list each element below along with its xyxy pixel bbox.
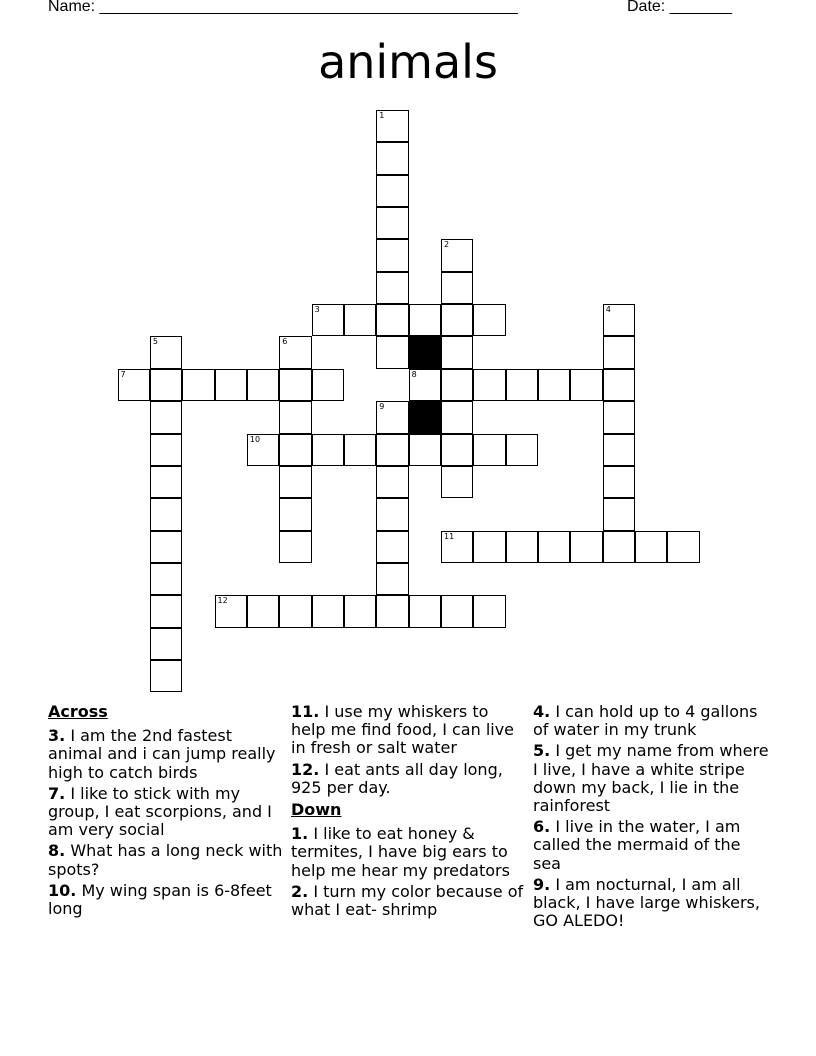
- grid-cell[interactable]: [441, 272, 473, 304]
- grid-cell[interactable]: [409, 369, 441, 401]
- date-field-label: Date: _______: [627, 0, 732, 15]
- grid-cell[interactable]: [441, 336, 473, 368]
- grid-cell[interactable]: [150, 369, 182, 401]
- grid-cell[interactable]: [603, 531, 635, 563]
- grid-cell[interactable]: [603, 434, 635, 466]
- grid-cell[interactable]: [376, 142, 408, 174]
- grid-cell[interactable]: [473, 531, 505, 563]
- cell-number: 6: [282, 337, 288, 347]
- down-clue-1: [291, 825, 527, 880]
- clue-number: 12.: [291, 759, 320, 779]
- grid-cell[interactable]: [473, 595, 505, 627]
- across-clue-10: [48, 882, 284, 918]
- grid-cell[interactable]: [603, 369, 635, 401]
- cell-number: 12: [217, 596, 228, 606]
- clue-number: 3.: [48, 726, 66, 746]
- grid-cell[interactable]: [279, 595, 311, 627]
- grid-cell[interactable]: [441, 434, 473, 466]
- down-clue-9: [533, 876, 769, 931]
- name-field-label: Name: _______________________________________________: [48, 0, 518, 15]
- clue-text: I can hold up to 4 gallons of water in my trunk: [533, 702, 758, 740]
- grid-cell[interactable]: [409, 434, 441, 466]
- clue-number: 1.: [291, 824, 309, 844]
- grid-cell[interactable]: [182, 369, 214, 401]
- grid-cell[interactable]: [473, 369, 505, 401]
- grid-cell[interactable]: [150, 466, 182, 498]
- clue-number: 6.: [533, 817, 551, 837]
- grid-cell[interactable]: [538, 531, 570, 563]
- clue-text: I am the 2nd fastest animal and i can jump really high to catch birds: [48, 726, 276, 782]
- cell-number: 7: [120, 369, 126, 379]
- clue-number: 8.: [48, 841, 66, 861]
- grid-cell[interactable]: [247, 434, 279, 466]
- grid-cell[interactable]: [279, 531, 311, 563]
- grid-cell[interactable]: [376, 434, 408, 466]
- clue-number: 4.: [533, 702, 551, 721]
- grid-cell[interactable]: [603, 304, 635, 336]
- cell-number: 8: [411, 369, 417, 379]
- grid-cell[interactable]: [376, 272, 408, 304]
- grid-cell[interactable]: [506, 531, 538, 563]
- grid-cell[interactable]: [279, 434, 311, 466]
- grid-cell[interactable]: [150, 531, 182, 563]
- cell-number: 5: [152, 337, 158, 347]
- grid-cell[interactable]: [279, 498, 311, 530]
- clue-number: 5.: [533, 741, 551, 761]
- grid-cell[interactable]: [441, 401, 473, 433]
- cell-number: 3: [314, 305, 320, 315]
- puzzle-title: animals: [318, 35, 498, 89]
- grid-cell[interactable]: [376, 175, 408, 207]
- across-clue-7: [48, 785, 284, 840]
- grid-cell[interactable]: [312, 369, 344, 401]
- grid-cell[interactable]: [150, 660, 182, 692]
- grid-cell[interactable]: [603, 498, 635, 530]
- clue-number: 9.: [533, 874, 551, 894]
- clue-text: I use my whiskers to help me find food, I can live in fresh or salt water: [291, 702, 515, 758]
- grid-cell[interactable]: [635, 531, 667, 563]
- grid-cell[interactable]: [150, 628, 182, 660]
- grid-cell[interactable]: [376, 304, 408, 336]
- across-clue-12: [291, 761, 527, 797]
- grid-cell[interactable]: [312, 434, 344, 466]
- grid-cell[interactable]: [473, 434, 505, 466]
- clue-number: 11.: [291, 702, 320, 721]
- grid-cell[interactable]: [603, 466, 635, 498]
- grid-cell[interactable]: [312, 304, 344, 336]
- grid-cell[interactable]: [376, 563, 408, 595]
- grid-cell[interactable]: [279, 369, 311, 401]
- down-clue-2: [291, 883, 527, 919]
- grid-cell[interactable]: [441, 304, 473, 336]
- clues-column-2: [291, 703, 527, 922]
- grid-cell[interactable]: [150, 336, 182, 368]
- grid-cell[interactable]: [376, 498, 408, 530]
- clue-number: 7.: [48, 783, 66, 803]
- grid-cell[interactable]: [441, 369, 473, 401]
- grid-cell[interactable]: [344, 434, 376, 466]
- clues-column-3: [533, 703, 769, 933]
- grid-cell[interactable]: [603, 401, 635, 433]
- across-clue-8: [48, 842, 284, 878]
- grid-cell[interactable]: [538, 369, 570, 401]
- grid-cell[interactable]: [376, 110, 408, 142]
- clue-text: What has a long neck with spots?: [48, 841, 283, 879]
- grid-cell[interactable]: [279, 466, 311, 498]
- cell-number: 10: [249, 434, 261, 444]
- grid-cell[interactable]: [150, 401, 182, 433]
- across-clue-11: [291, 703, 527, 758]
- grid-cell[interactable]: [409, 304, 441, 336]
- grid-cell[interactable]: [506, 434, 538, 466]
- grid-cell[interactable]: [312, 595, 344, 627]
- grid-cell[interactable]: [279, 336, 311, 368]
- grid-cell[interactable]: [344, 304, 376, 336]
- down-clue-6: [533, 818, 769, 873]
- cell-number: 2: [444, 240, 450, 250]
- grid-cell[interactable]: [376, 207, 408, 239]
- clue-text: I eat ants all day long, 925 per day.: [291, 759, 503, 797]
- grid-cell[interactable]: [473, 304, 505, 336]
- clue-text: I like to stick with my group, I eat scorpions, and I am very social: [48, 783, 272, 840]
- black-square: [409, 401, 441, 433]
- grid-cell[interactable]: [376, 595, 408, 627]
- cell-number: 9: [379, 402, 385, 412]
- grid-cell[interactable]: [376, 401, 408, 433]
- down-clue-5: [533, 742, 769, 815]
- down-clue-4: [533, 703, 769, 739]
- grid-cell[interactable]: [603, 336, 635, 368]
- grid-cell[interactable]: [376, 466, 408, 498]
- grid-cell[interactable]: [150, 563, 182, 595]
- cell-number: 4: [605, 305, 611, 315]
- grid-cell[interactable]: [150, 595, 182, 627]
- black-square: [409, 336, 441, 368]
- down-heading: Down: [291, 800, 342, 820]
- grid-cell[interactable]: [215, 369, 247, 401]
- grid-cell[interactable]: [215, 595, 247, 627]
- clues-column-1: [48, 703, 284, 921]
- across-heading: Across: [48, 702, 108, 721]
- clue-text: I turn my color because of what I eat- shrimp: [291, 881, 524, 920]
- cell-number: 1: [379, 111, 385, 120]
- grid-cell[interactable]: [506, 369, 538, 401]
- clue-number: 2.: [291, 881, 309, 901]
- grid-cell[interactable]: [441, 239, 473, 271]
- grid-cell[interactable]: [570, 369, 602, 401]
- across-clue-3: [48, 727, 284, 782]
- grid-cell[interactable]: [667, 531, 699, 563]
- grid-cell[interactable]: [279, 401, 311, 433]
- clue-text: I get my name from where I live, I have a white stripe down my back, I lie in the rainforest: [533, 741, 769, 816]
- grid-cell[interactable]: [118, 369, 150, 401]
- clue-text: My wing span is 6-8feet long: [48, 880, 272, 919]
- grid-cell[interactable]: [441, 466, 473, 498]
- grid-cell[interactable]: [150, 498, 182, 530]
- cell-number: 11: [444, 531, 455, 541]
- grid-cell[interactable]: [344, 595, 376, 627]
- clue-text: I like to eat honey & termites, I have big ears to help me hear my predators: [291, 824, 510, 880]
- grid-cell[interactable]: [409, 595, 441, 627]
- grid-cell[interactable]: [247, 369, 279, 401]
- grid-cell[interactable]: [376, 239, 408, 271]
- clue-text: I am nocturnal, I am all black, I have large whiskers, GO ALEDO!: [533, 874, 760, 931]
- grid-cell[interactable]: [247, 595, 279, 627]
- grid-cell[interactable]: [376, 336, 408, 368]
- grid-cell[interactable]: [441, 595, 473, 627]
- grid-cell[interactable]: [150, 434, 182, 466]
- grid-cell[interactable]: [376, 531, 408, 563]
- clue-number: 10.: [48, 880, 77, 900]
- grid-cell[interactable]: [441, 531, 473, 563]
- grid-cell[interactable]: [570, 531, 602, 563]
- clue-text: I live in the water, I am called the mermaid of the sea: [533, 817, 741, 873]
